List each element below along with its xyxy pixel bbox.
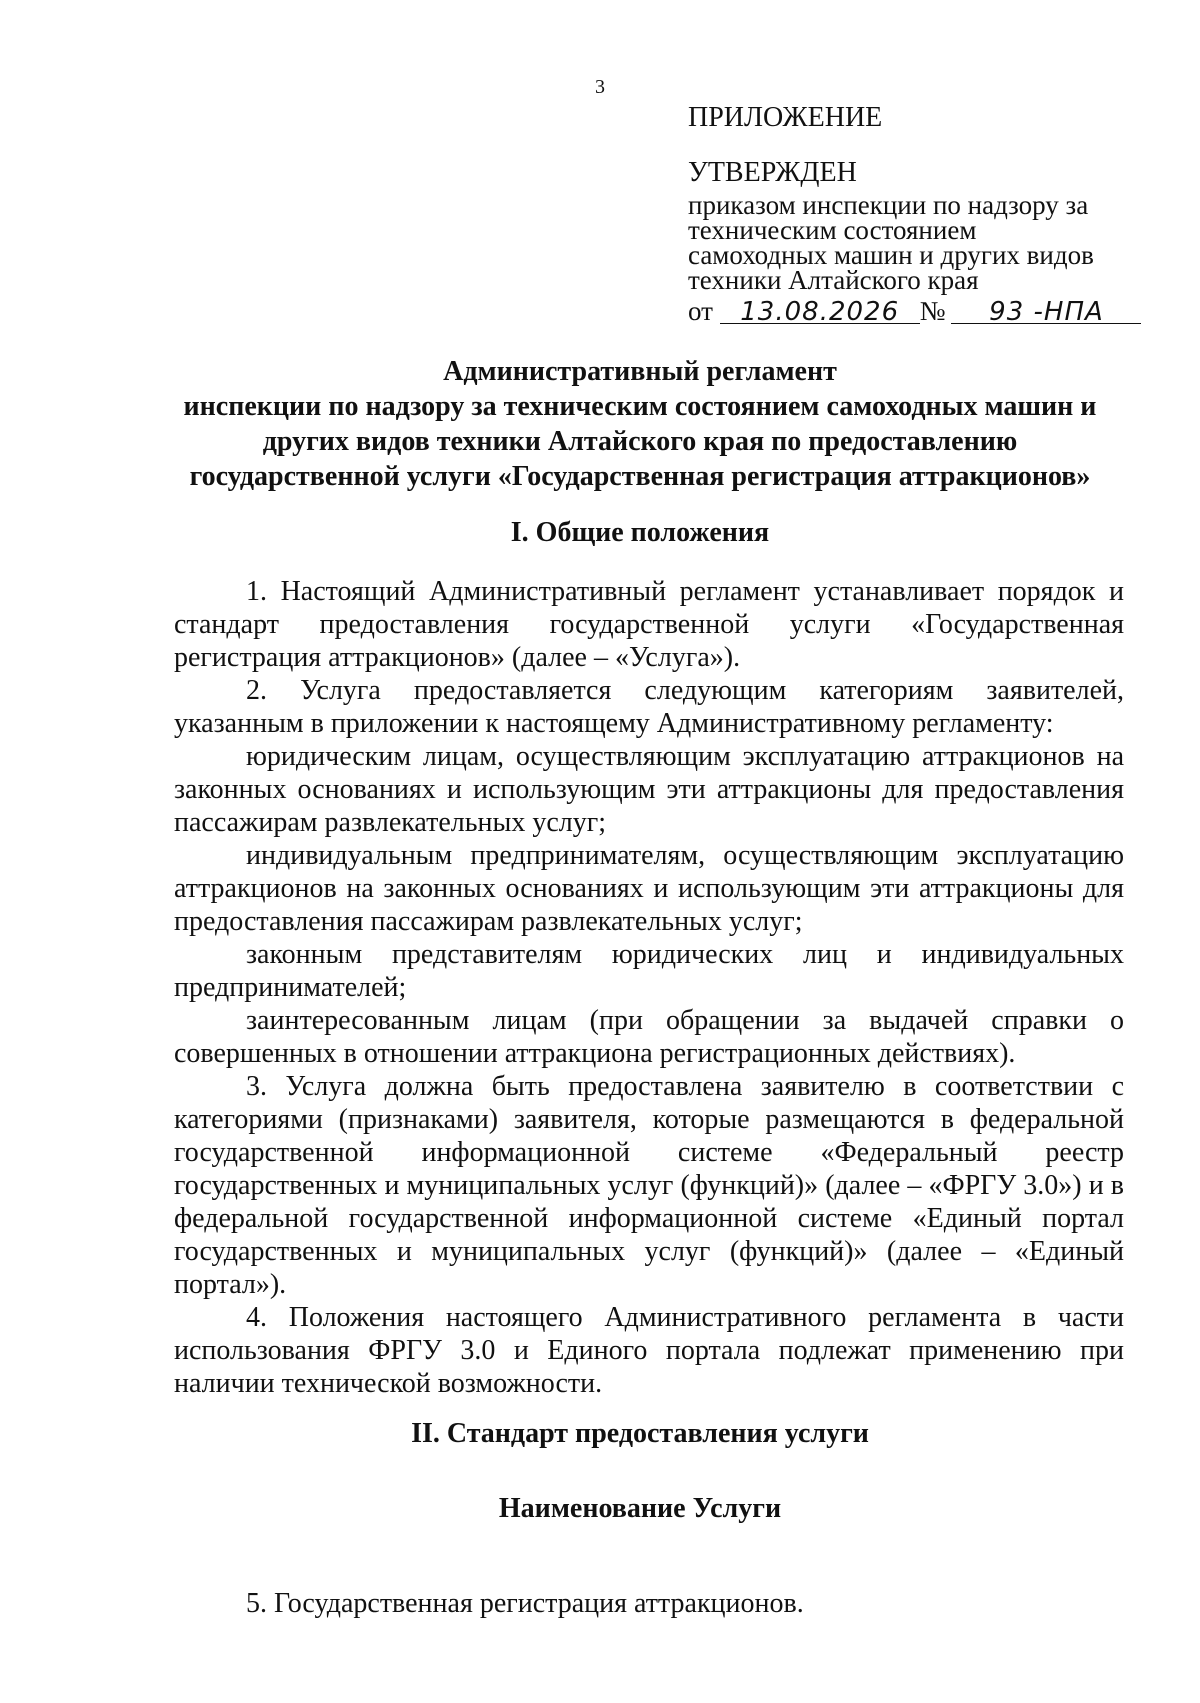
paragraph-2-item: заинтересованным лицам (при обращении за выдачей справки о совершенных в отношении аттракциона регистрационных действиях).: [174, 1005, 1124, 1069]
section-1-heading: I. Общие положения: [510, 517, 770, 548]
paragraph-2: 2. Услуга предоставляется следующим категориям заявителей, указанным в приложении к настоящему Административному регламенту:: [174, 675, 1124, 739]
title-line: инспекции по надзору за техническим состоянием самоходных машин и: [183, 391, 1097, 422]
section-1-body: [174, 575, 1124, 1400]
approved-label: УТВЕРЖДЕН: [688, 157, 857, 188]
subsection-heading: Наименование Услуги: [498, 1493, 782, 1524]
paragraph-2-item: юридическим лицам, осуществляющим эксплуатацию аттракционов на законных основаниях и использующим эти аттракционы для предоставления пассажирам развлекательных услуг;: [174, 741, 1124, 838]
document-title: [150, 354, 1130, 494]
number-sign: №: [919, 296, 946, 326]
approval-line: техники Алтайского края: [688, 265, 979, 295]
paragraph-2-item: индивидуальным предпринимателям, осуществляющим эксплуатацию аттракционов на законных основаниях и использующим эти аттракционы для предоставления пассажирам развлекательных услуг;: [174, 840, 1124, 937]
approval-block: [688, 102, 1128, 327]
appendix-label: ПРИЛОЖЕНИЕ: [688, 102, 883, 133]
paragraph-1: 1. Настоящий Административный регламент устанавливает порядок и стандарт предоставления государственной услуги «Государственная регистрация аттракционов» (далее – «Услуга»).: [174, 576, 1124, 673]
section-2-heading: II. Стандарт предоставления услуги: [411, 1418, 869, 1449]
title-line: других видов техники Алтайского края по предоставлению: [262, 426, 1018, 457]
order-number-handwritten: 93 -НПА: [951, 301, 1141, 324]
paragraph-2-item: законным представителям юридических лиц и индивидуальных предпринимателей;: [174, 939, 1124, 1003]
page-number: 3: [595, 76, 605, 98]
approval-line: техническим состоянием: [688, 215, 977, 245]
paragraph-4: 4. Положения настоящего Административного регламента в части использования ФРГУ 3.0 и Единого портала подлежат применению при наличии технической возможности.: [174, 1302, 1124, 1399]
approval-line: приказом инспекции по надзору за: [688, 190, 1089, 220]
paragraph-5: 5. Государственная регистрация аттракционов.: [246, 1588, 804, 1619]
approval-line: самоходных машин и других видов: [688, 240, 1094, 270]
title-line: государственной услуги «Государственная регистрация аттракционов»: [189, 461, 1091, 492]
paragraph-3: 3. Услуга должна быть предоставлена заявителю в соответствии с категориями (признаками) заявителя, которые размещаются в федеральной государственной информационной системе «Федеральный реестр государственных и муниципальных услуг (функций)» (далее – «ФРГУ 3.0») и в федеральной государственной информационной системе «Единый портал государственных и муниципальных услуг (функций)» (далее – «Единый портал»).: [174, 1071, 1124, 1300]
order-date-number-line: [688, 296, 1128, 327]
order-date-handwritten: 13.08.2026: [720, 301, 920, 324]
title-line: Административный регламент: [443, 356, 837, 387]
date-prefix: от: [688, 296, 713, 326]
